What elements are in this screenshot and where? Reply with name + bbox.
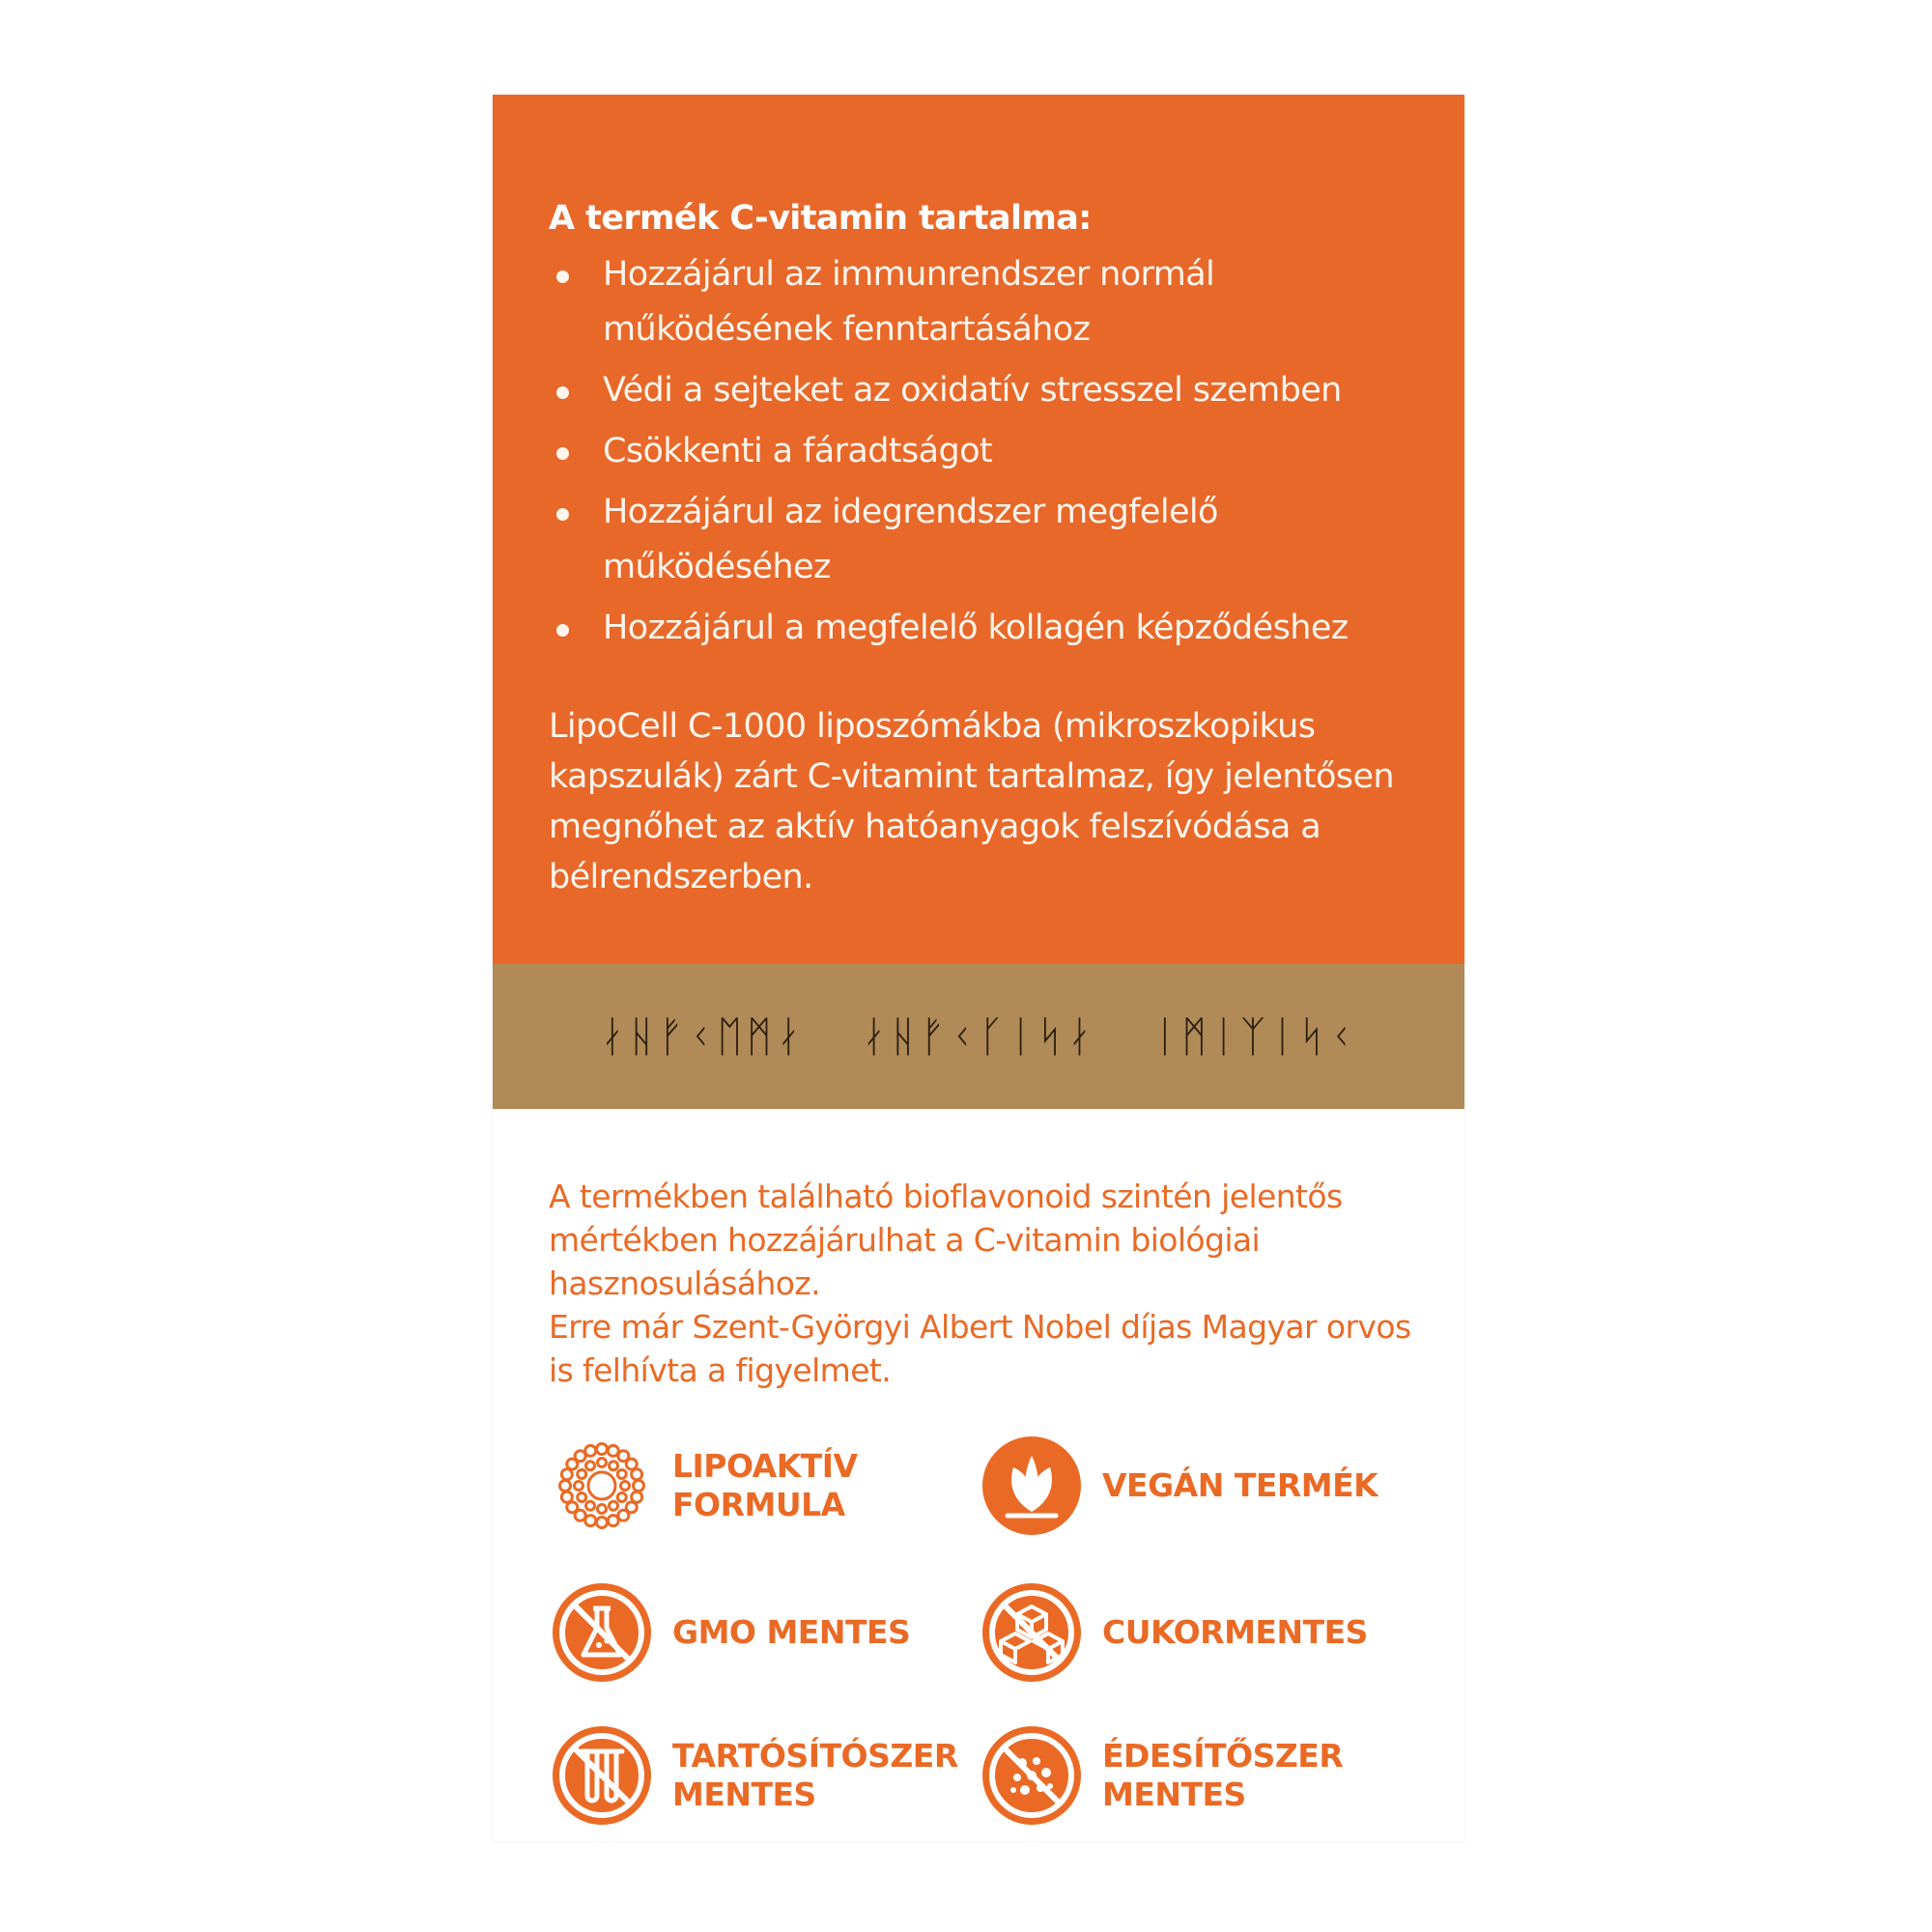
benefit-item bbox=[549, 424, 1437, 479]
badge-label-line: VEGÁN TERMÉK bbox=[1102, 1466, 1378, 1504]
gold-band bbox=[493, 964, 1464, 1109]
bullet-dot-icon bbox=[556, 508, 569, 521]
orange-panel bbox=[493, 95, 1464, 964]
runic-inscription bbox=[600, 1012, 1358, 1062]
bullet-dot-icon bbox=[556, 386, 569, 399]
badge-label-line: CUKORMENTES bbox=[1102, 1613, 1368, 1651]
benefit-item bbox=[549, 485, 1437, 595]
badge-label bbox=[1102, 1466, 1378, 1505]
badge-label bbox=[672, 1447, 858, 1524]
badge-label bbox=[672, 1737, 958, 1814]
benefit-item bbox=[549, 363, 1437, 418]
no-preservative-tubes-icon bbox=[549, 1722, 655, 1829]
badge-label-line: LIPOAKTÍV bbox=[672, 1447, 858, 1485]
bullet-dot-icon bbox=[556, 624, 569, 637]
benefit-text: Hozzájárul a megfelelő kollagén képződéshez bbox=[603, 609, 1349, 647]
badge-label-line: TARTÓSÍTÓSZER bbox=[672, 1737, 958, 1775]
bioflavonoid-text bbox=[549, 1175, 1418, 1392]
feature-badges bbox=[549, 1433, 1418, 1848]
benefit-text: Védi a sejteket az oxidatív stresszel szemben bbox=[603, 371, 1342, 410]
bullet-dot-icon bbox=[556, 270, 569, 283]
bioflavonoid-paragraph: A termékben található bioflavonoid szintén jelentős mértékben hozzájárulhat a C-vitamin biológiai hasznosulásához. bbox=[549, 1178, 1343, 1302]
bullet-dot-icon bbox=[556, 447, 569, 460]
nobel-paragraph: Erre már Szent-Györgyi Albert Nobel díjas Magyar orvos is felhívta a figyelmet. bbox=[549, 1308, 1411, 1389]
badge-label bbox=[1102, 1737, 1343, 1814]
badge-vegan bbox=[979, 1433, 1378, 1539]
badge-label-line: ÉDESÍTŐSZER bbox=[1102, 1737, 1344, 1775]
benefits-list bbox=[549, 247, 1437, 662]
liposome-icon bbox=[549, 1433, 655, 1539]
badge-label bbox=[1102, 1613, 1368, 1652]
benefit-text: Csökkenti a fáradtságot bbox=[603, 432, 993, 470]
leaf-icon bbox=[979, 1433, 1085, 1539]
badge-preservative-free bbox=[549, 1722, 958, 1829]
badge-sugar-free bbox=[979, 1579, 1368, 1686]
badge-label-line: MENTES bbox=[672, 1776, 816, 1813]
benefit-item bbox=[549, 247, 1437, 357]
benefit-item bbox=[549, 601, 1437, 656]
no-sweetener-icon bbox=[979, 1722, 1085, 1829]
benefit-text: Hozzájárul az immunrendszer normál működésének fenntartásához bbox=[603, 255, 1215, 349]
rune-word: ᛅᚺᚠᚲᛖᛗᛅ bbox=[599, 1011, 806, 1062]
no-gmo-flask-icon bbox=[549, 1579, 655, 1686]
badge-label bbox=[672, 1613, 910, 1652]
benefit-text: Hozzájárul az idegrendszer megfelelő működéséhez bbox=[603, 493, 1218, 586]
rune-word: ᛅᚺᚠᚲᚴᛁᛋᛅ bbox=[861, 1011, 1096, 1062]
badge-label-line: FORMULA bbox=[672, 1486, 845, 1523]
no-sugar-cubes-icon bbox=[979, 1579, 1085, 1686]
badge-label-line: MENTES bbox=[1102, 1776, 1246, 1813]
badge-label-line: GMO MENTES bbox=[672, 1613, 911, 1651]
product-box-side bbox=[493, 95, 1464, 1841]
benefits-heading: A termék C-vitamin tartalma: bbox=[549, 199, 1092, 238]
badge-sweetener-free bbox=[979, 1722, 1343, 1829]
rune-word: ᛁᛗᛁᛉᛁᛋᚲ bbox=[1151, 1011, 1358, 1062]
product-description: LipoCell C-1000 liposzómákba (mikroszkopikus kapszulák) zárt C-vitamint tartalmaz, így jelentősen megnőhet az aktív hatóanyagok felszívódása a bélrendszerben. bbox=[549, 707, 1394, 896]
badge-gmo-free bbox=[549, 1579, 910, 1686]
badge-lipoactive bbox=[549, 1433, 858, 1539]
